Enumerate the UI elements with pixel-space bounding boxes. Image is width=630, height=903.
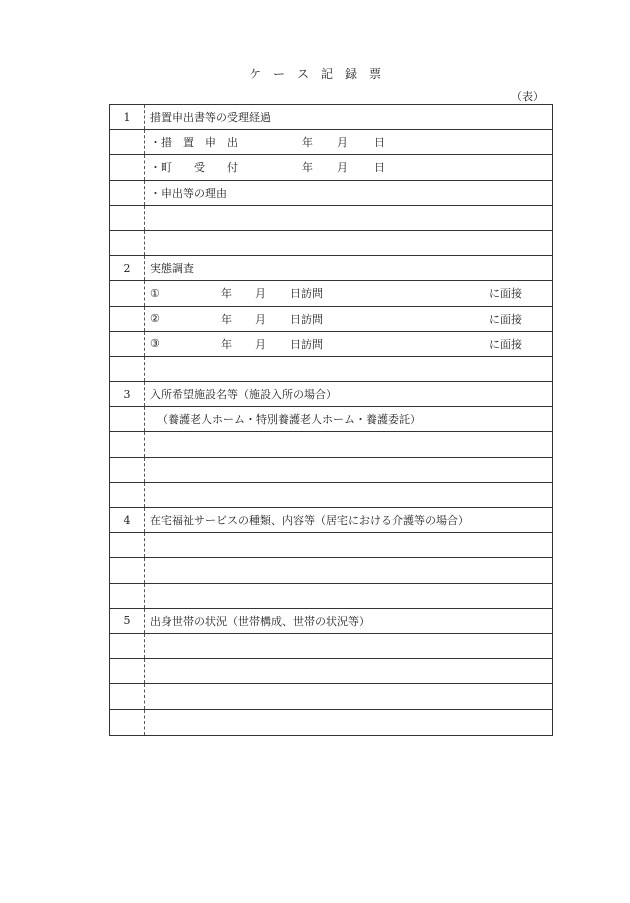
table-row (110, 281, 552, 306)
year-label: 年 (302, 136, 313, 150)
section-number (110, 206, 145, 230)
section-heading (145, 609, 552, 633)
month-label: 月 (337, 161, 348, 175)
interview-label: に面接 (489, 337, 522, 351)
year-label: 年 (221, 337, 232, 351)
blank-entry-field[interactable] (145, 483, 552, 507)
row-text: ・申出等の理由 (150, 186, 227, 200)
row-text: ・措 置 申 出 (150, 136, 238, 150)
blank-entry-field[interactable] (145, 710, 552, 735)
table-row (110, 458, 552, 483)
case-record-table (109, 104, 553, 736)
section-number (110, 483, 145, 507)
blank-entry-field[interactable] (145, 231, 552, 255)
visit-label: 日訪問 (290, 337, 323, 351)
row-text: 出身世帯の状況（世帯構成、世帯の状況等） (150, 614, 370, 628)
table-row (110, 432, 552, 457)
section-number: 2 (110, 256, 145, 280)
table-row (110, 130, 552, 155)
row-content (145, 407, 552, 431)
section-heading (145, 105, 552, 129)
year-label: 年 (302, 161, 313, 175)
table-row (110, 710, 552, 735)
row-text: 実態調査 (150, 262, 194, 276)
interview-label: に面接 (489, 287, 522, 301)
table-row (110, 357, 552, 382)
section-number: 3 (110, 382, 145, 406)
section-number (110, 231, 145, 255)
row-content (145, 181, 552, 205)
table-row (110, 584, 552, 609)
month-label: 月 (255, 312, 266, 326)
table-row (110, 684, 552, 709)
blank-entry-field[interactable] (145, 659, 552, 683)
blank-entry-field[interactable] (145, 357, 552, 381)
table-row (110, 609, 552, 634)
month-label: 月 (337, 136, 348, 150)
section-number (110, 357, 145, 381)
day-label: 日 (374, 136, 385, 150)
row-text: （養護老人ホーム・特別養護老人ホーム・養護委託） (157, 413, 421, 427)
table-row (110, 558, 552, 583)
blank-entry-field[interactable] (145, 558, 552, 582)
row-text: ・町 受 付 (150, 161, 238, 175)
page-title: ケ ー ス 記 録 票 (248, 67, 381, 81)
blank-entry-field[interactable] (145, 432, 552, 456)
date-row (145, 130, 552, 154)
blank-entry-field[interactable] (145, 634, 552, 658)
visit-row (145, 307, 552, 331)
table-row (110, 206, 552, 231)
section-number (110, 332, 145, 356)
section-number (110, 307, 145, 331)
row-text: ③ (150, 337, 160, 351)
section-number (110, 684, 145, 708)
table-row (110, 332, 552, 357)
visit-row (145, 281, 552, 305)
section-number (110, 584, 145, 608)
year-label: 年 (221, 287, 232, 301)
blank-entry-field[interactable] (145, 684, 552, 708)
table-row (110, 155, 552, 180)
table-row (110, 634, 552, 659)
table-row (110, 659, 552, 684)
month-label: 月 (255, 287, 266, 301)
section-number (110, 533, 145, 557)
section-number: 5 (110, 609, 145, 633)
table-row (110, 105, 552, 130)
row-text: 入所希望施設名等（施設入所の場合） (150, 388, 337, 402)
section-number (110, 130, 145, 154)
section-heading (145, 256, 552, 280)
section-heading (145, 508, 552, 532)
table-row (110, 508, 552, 533)
table-row (110, 407, 552, 432)
section-number (110, 634, 145, 658)
section-number (110, 407, 145, 431)
table-row (110, 256, 552, 281)
year-label: 年 (221, 312, 232, 326)
section-number (110, 432, 145, 456)
blank-entry-field[interactable] (145, 458, 552, 482)
section-number: 1 (110, 105, 145, 129)
day-label: 日 (374, 161, 385, 175)
table-row (110, 307, 552, 332)
row-text: 措置申出書等の受理経過 (150, 111, 271, 125)
row-text: ① (150, 286, 160, 300)
section-number (110, 281, 145, 305)
section-number: 4 (110, 508, 145, 532)
table-row (110, 483, 552, 508)
section-number (110, 458, 145, 482)
page-subtitle: （表） (511, 90, 544, 103)
section-number (110, 181, 145, 205)
blank-entry-field[interactable] (145, 206, 552, 230)
table-row (110, 382, 552, 407)
section-number (110, 558, 145, 582)
visit-row (145, 332, 552, 356)
section-heading (145, 382, 552, 406)
table-row (110, 181, 552, 206)
section-number (110, 155, 145, 179)
visit-label: 日訪問 (290, 312, 323, 326)
table-row (110, 231, 552, 256)
visit-label: 日訪問 (290, 287, 323, 301)
section-number (110, 659, 145, 683)
month-label: 月 (255, 337, 266, 351)
table-row (110, 533, 552, 558)
interview-label: に面接 (489, 312, 522, 326)
date-row (145, 155, 552, 179)
blank-entry-field[interactable] (145, 533, 552, 557)
section-number (110, 710, 145, 735)
row-text: 在宅福祉サービスの種類、内容等（居宅における介護等の場合） (150, 514, 469, 528)
blank-entry-field[interactable] (145, 584, 552, 608)
row-text: ② (150, 312, 160, 326)
